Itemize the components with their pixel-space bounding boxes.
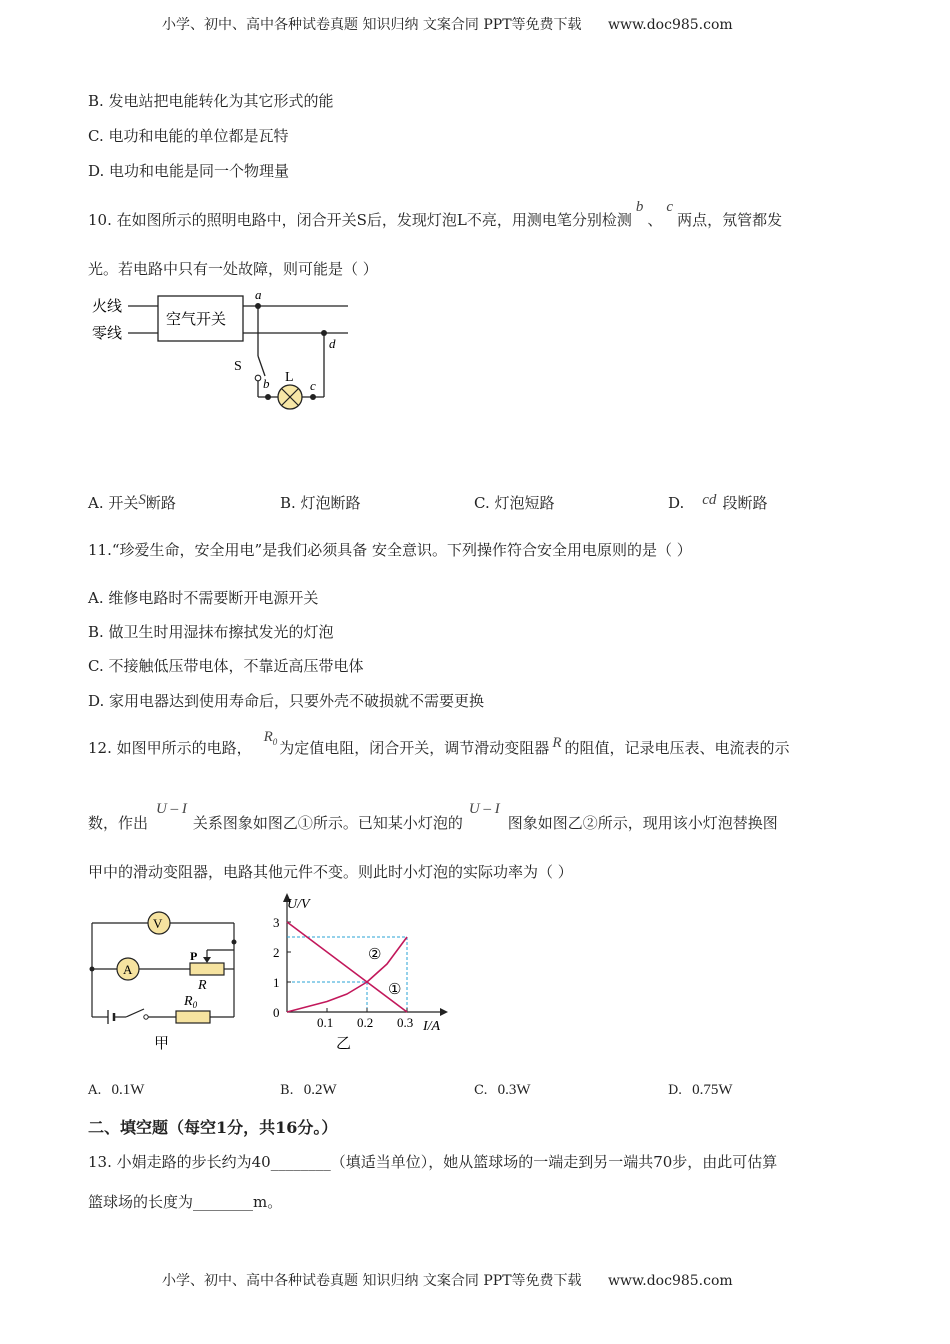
fig-label-c: c <box>310 378 316 393</box>
fig-label-b: b <box>263 376 270 391</box>
q13-line1-b: （填适当单位），她从篮球场的一端走到另一端共70步，由此可估算 <box>330 1153 778 1171</box>
q11-option-b: B. 做卫生时用湿抹布擦拭发光的灯泡 <box>88 623 334 641</box>
q12-option-b-letter: B. <box>280 1083 294 1098</box>
header-url[interactable]: www.doc985.com <box>607 17 733 33</box>
fig-breaker-label: 空气开关 <box>166 312 227 328</box>
page-footer <box>162 1270 733 1290</box>
footer-url[interactable]: www.doc985.com <box>607 1273 733 1289</box>
q10-option-b: B. 灯泡断路 <box>280 494 361 512</box>
q12-option-b-value: 0.2W <box>303 1082 337 1098</box>
q10-option-a-post: 断路 <box>145 494 176 512</box>
q13-line2-b: m。 <box>253 1193 283 1211</box>
voltmeter-label: V <box>153 916 163 931</box>
y-axis-label: U/V <box>287 897 310 912</box>
q10-option-d <box>668 492 767 513</box>
r0-label-sub: 0 <box>192 1000 198 1010</box>
node-right-top <box>232 940 237 945</box>
footer-text: 小学、初中、高中各种试卷真题 知识归纳 文案合同 PPT等免费下载 <box>162 1273 582 1289</box>
q10-option-d-var: cd <box>702 492 717 508</box>
fig-label-d: d <box>329 336 336 351</box>
y-tick-label-3: 3 <box>273 915 280 930</box>
fig-neutral-label: 零线 <box>92 326 123 342</box>
q12-option-b <box>280 1080 337 1099</box>
r0-label <box>183 994 198 1010</box>
slider-arrow <box>203 957 211 963</box>
q13-blank-1[interactable]: ________ <box>270 1153 331 1171</box>
q12-line2-b: 关系图象如图乙①所示。已知某小灯泡的 <box>192 814 463 832</box>
q12-r0-letter: R <box>263 729 273 745</box>
q9-option-c: C. 电功和电能的单位都是瓦特 <box>88 127 289 145</box>
q10-var-c: c <box>666 199 674 215</box>
q12-option-d-value: 0.75W <box>692 1082 733 1098</box>
caption-jia: 甲 <box>154 1036 170 1052</box>
q12-ui-1: U – I <box>156 801 187 817</box>
series-line-1 <box>287 922 407 1012</box>
q11-option-a: A. 维修电路时不需要断开电源开关 <box>88 589 319 607</box>
node-b <box>265 394 271 400</box>
q10-option-d-pre: D. <box>668 494 685 512</box>
switch-s-blade <box>258 356 265 376</box>
q13-blank-2[interactable]: ________ <box>193 1193 254 1211</box>
q10-option-a <box>88 492 176 513</box>
fig-label-a: a <box>255 288 262 302</box>
series-line-2 <box>287 937 407 1012</box>
q12-option-c-value: 0.3W <box>497 1082 531 1098</box>
x-tick-label-2: 0.3 <box>397 1015 414 1030</box>
x-axis-arrow <box>440 1008 448 1016</box>
q12-stem-line2 <box>88 801 778 833</box>
q12-option-a-value: 0.1W <box>111 1082 145 1098</box>
q12-r0 <box>264 729 278 745</box>
fig-label-l: L <box>285 370 294 385</box>
caption-yi: 乙 <box>336 1036 352 1052</box>
q11-stem: 11.“珍爱生命，安全用电”是我们必须具备 安全意识。下列操作符合安全用电原则的是（ ） <box>88 541 692 559</box>
q11-option-d: D. 家用电器达到使用寿命后，只要外壳不破损就不需要更换 <box>88 692 485 710</box>
q9-option-d: D. 电功和电能是同一个物理量 <box>88 162 290 180</box>
y-tick-label-2: 2 <box>273 945 280 960</box>
header-text: 小学、初中、高中各种试卷真题 知识归纳 文案合同 PPT等免费下载 <box>162 17 582 33</box>
q12-line2-a: 数，作出 <box>88 814 149 832</box>
axis-ticks <box>273 915 413 1030</box>
series-2-label: ② <box>368 947 382 963</box>
q13-line1-a: 13. 小娟走路的步长约为40 <box>88 1153 271 1171</box>
q12-ui-2: U – I <box>468 801 500 817</box>
switch-contact <box>255 375 261 381</box>
q11-option-c: C. 不接触低压带电体，不靠近高压带电体 <box>88 657 364 675</box>
q13-line2 <box>88 1191 282 1212</box>
q12-option-a-letter: A. <box>88 1083 102 1098</box>
guide-lines <box>287 937 407 1012</box>
q10-var-b: b <box>635 199 644 215</box>
slider-label-p: P <box>190 949 198 963</box>
series-lines <box>287 922 407 1012</box>
fig-live-label: 火线 <box>92 299 123 315</box>
q10-stem-line2: 光。若电路中只有一处故障，则可能是（ ） <box>88 260 378 278</box>
q12-option-d-letter: D. <box>668 1083 683 1098</box>
switch-contact <box>144 1015 148 1019</box>
q12-stem-line3: 甲中的滑动变阻器，电路其他元件不变。则此时小灯泡的实际功率为（ ） <box>88 863 573 881</box>
series-1-label: ① <box>388 982 402 998</box>
r0-label-letter: R <box>184 994 193 1009</box>
q10-stem <box>88 199 783 230</box>
q10-stem-part1: 10. 在如图所示的照明电路中，闭合开关S后，发现灯泡L不亮，用测电笔分别检测 <box>88 211 632 229</box>
y-tick-label-0: 0 <box>273 1005 280 1020</box>
fig-label-s: S <box>234 359 242 374</box>
section-2-title: 二、填空题（每空1分，共16分。） <box>88 1118 338 1137</box>
q12-line2-c: 图象如图乙②所示，现用该小灯泡替换图 <box>507 814 778 832</box>
q12-option-a <box>88 1080 144 1099</box>
q10-circuit-figure <box>88 288 358 413</box>
page-header <box>162 14 733 34</box>
q10-stem-part2: 两点，氖管都发 <box>677 211 783 229</box>
q13-line1 <box>88 1151 777 1172</box>
q13-line2-a: 篮球场的长度为 <box>88 1193 194 1211</box>
q12-stem-b: 为定值电阻，闭合开关，调节滑动变阻器 <box>279 739 550 757</box>
q12-stem-c: 的阻值，记录电压表、电流表的示 <box>564 739 790 757</box>
resistor-r0 <box>176 1011 210 1023</box>
q10-option-c: C. 灯泡短路 <box>474 494 555 512</box>
q10-option-d-post: 段断路 <box>722 494 768 512</box>
q12-r: R <box>552 735 562 751</box>
q12-r0-sub: 0 <box>272 737 278 747</box>
q10-option-a-var: S <box>138 492 146 508</box>
node-c <box>310 394 316 400</box>
q12-option-c <box>474 1080 531 1099</box>
rheostat-label-r: R <box>198 978 207 993</box>
switch-blade <box>126 1009 144 1017</box>
q12-graph-yi <box>265 888 455 1058</box>
q12-circuit-jia <box>86 905 246 1055</box>
q10-option-a-pre: A. 开关 <box>88 494 139 512</box>
q12-stem-a: 12. 如图甲所示的电路， <box>88 739 252 757</box>
y-tick-label-1: 1 <box>273 975 280 990</box>
q12-option-c-letter: C. <box>474 1083 488 1098</box>
rheostat-r <box>190 963 224 975</box>
q9-option-b: B. 发电站把电能转化为其它形式的能 <box>88 92 334 110</box>
q12-stem-line1 <box>88 729 790 759</box>
q10-sep: 、 <box>647 211 663 229</box>
q12-option-d <box>668 1080 733 1099</box>
ammeter-label: A <box>123 962 133 977</box>
node-d <box>321 330 327 336</box>
x-tick-label-0: 0.1 <box>317 1015 334 1030</box>
x-tick-label-1: 0.2 <box>357 1015 374 1030</box>
x-axis-label: I/A <box>423 1019 441 1034</box>
